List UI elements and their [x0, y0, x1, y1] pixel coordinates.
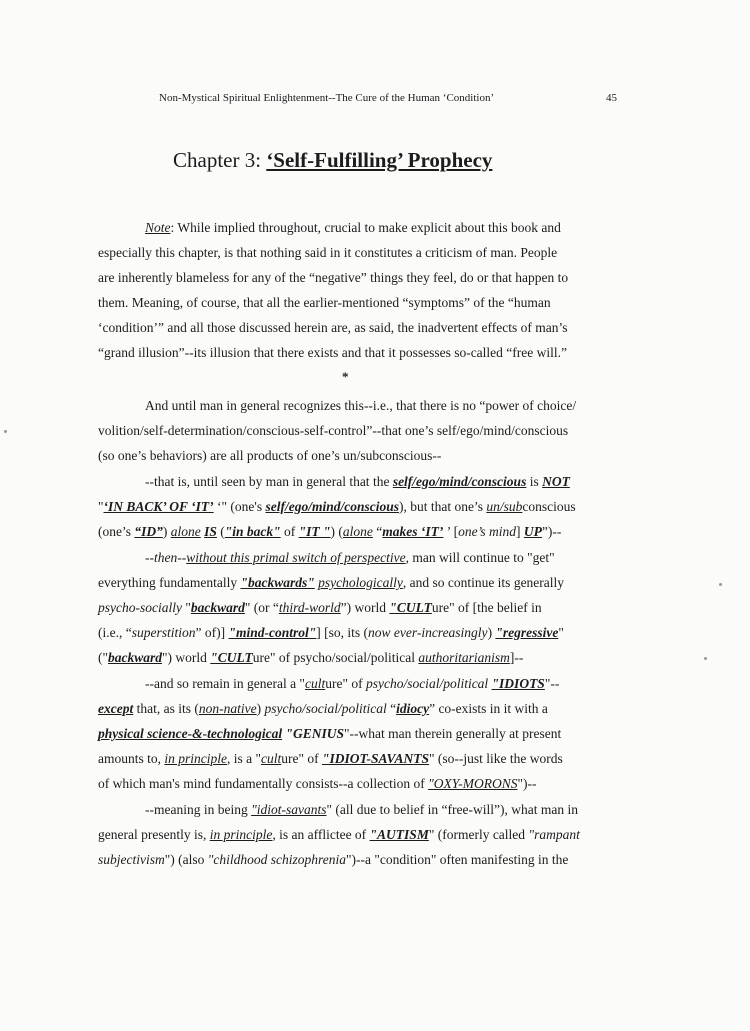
- note-line: especially this chapter, is that nothing said in it constitutes a criticism of man. People: [98, 245, 558, 260]
- chapter-title: ‘Self-Fulfilling’ Prophecy: [266, 148, 493, 172]
- body-line: physical science-&-technological "GENIUS"--what man therein generally at present: [98, 726, 562, 741]
- body-line: (i.e., “superstition” of)] "mind-control"] [so, its (now ever-increasingly) "regressive": [98, 625, 564, 640]
- note-line: Note: While implied throughout, crucial to make explicit about this book and: [145, 220, 561, 235]
- section-separator: *: [342, 369, 349, 384]
- page-number: 45: [606, 92, 617, 104]
- running-header: Non-Mystical Spiritual Enlightenment--The Cure of the Human ‘Condition’: [159, 92, 495, 104]
- body-line: volition/self-determination/conscious-self-control”--that one’s self/ego/mind/conscious: [98, 423, 569, 438]
- body-line: everything fundamentally "backwards" psychologically, and so continue its generally: [98, 575, 565, 590]
- body-line: --meaning in being "idiot-savants" (all due to belief in “free-will”), what man in: [145, 802, 578, 817]
- body-line: amounts to, in principle, is a "culture" of "IDIOT-SAVANTS" (so--just like the words: [98, 751, 563, 766]
- note-line: are inherently blameless for any of the “negative” things they feel, do or that happen to: [98, 270, 569, 285]
- body-line: except that, as its (non-native) psycho/social/political “idiocy” co-exists in it with a: [98, 701, 548, 716]
- body-line: general presently is, in principle, is an afflictee of "AUTISM" (formerly called "rampant: [98, 827, 580, 842]
- body-line: "‘IN BACK’ OF ‘IT’ ‘" (one's self/ego/mind/conscious), but that one’s un/subconscious: [98, 499, 576, 514]
- scan-speck: [719, 583, 722, 586]
- scan-speck: [704, 657, 707, 660]
- body-line: (so one’s behaviors) are all products of one’s un/subconscious--: [98, 448, 442, 463]
- scan-speck: [4, 430, 7, 433]
- body-line: (one’s “ID”) alone IS ("in back" of "IT ") (alone “makes ‘IT’ ’ [one’s mind] UP”)--: [98, 524, 562, 539]
- body-line: --and so remain in general a "culture" of psycho/social/political "IDIOTS"--: [145, 676, 560, 691]
- note-line: them. Meaning, of course, that all the earlier-mentioned “symptoms” of the “human: [98, 295, 551, 310]
- body-line: --that is, until seen by man in general that the self/ego/mind/conscious is NOT: [145, 474, 570, 489]
- body-line: And until man in general recognizes this--i.e., that there is no “power of choice/: [145, 398, 577, 413]
- chapter-label: Chapter 3:: [173, 148, 262, 172]
- body-line: --then--without this primal switch of perspective, man will continue to "get": [145, 550, 555, 565]
- note-line: “grand illusion”--its illusion that there exists and that it possesses so-called “free will.”: [98, 345, 568, 360]
- note-line: ‘condition’” and all those discussed herein are, as said, the inadvertent effects of man’s: [98, 320, 568, 335]
- body-line: of which man's mind fundamentally consists--a collection of "OXY-MORONS")--: [98, 776, 537, 791]
- body-line: psycho-socially "backward" (or “third-world”) world "CULTure" of [the belief in: [98, 600, 542, 615]
- chapter-heading: [173, 148, 492, 173]
- note-label: Note: [145, 220, 171, 235]
- body-line: ("backward") world "CULTure" of psycho/social/political authoritarianism]--: [98, 650, 524, 665]
- body-line: subjectivism") (also "childhood schizophrenia")--a "condition" often manifesting in the: [98, 852, 569, 867]
